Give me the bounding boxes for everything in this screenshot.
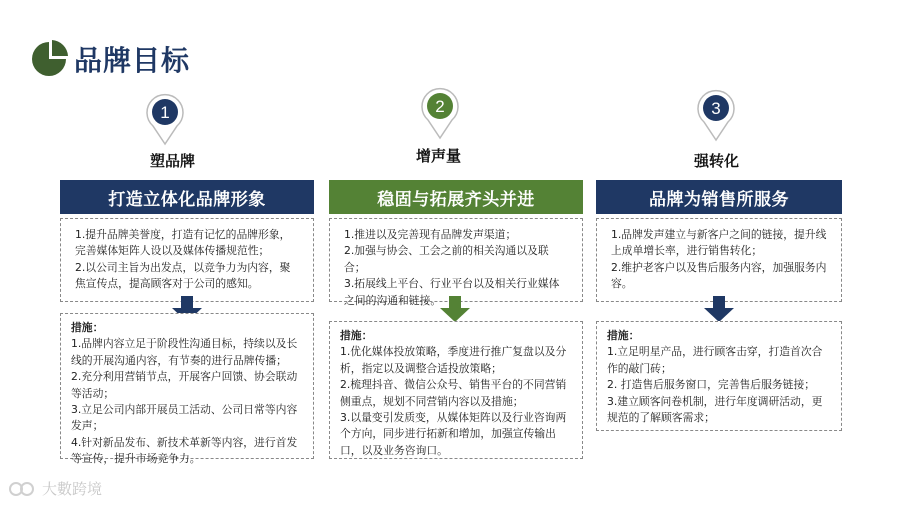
step-1-pin-icon	[145, 92, 185, 146]
column-3-goal-2: 2.维护老客户以及售后服务内容，加强服务内容。	[611, 260, 827, 291]
column-3-goal-1: 1.品牌发声建立与新客户之间的链接，提升线上成单增长率，进行销售转化；	[611, 228, 827, 258]
column-1-header: 打造立体化品牌形象	[60, 180, 314, 214]
step-2-pin-icon	[420, 86, 460, 140]
step-2-label: 增声量	[416, 147, 462, 165]
column-1-measures	[60, 313, 314, 466]
column-1-measure-4: 4.针对新品发布、新技术革新等内容，进行首发等宣传，提升市场竞争力。	[71, 435, 298, 466]
step-3-label: 强转化	[694, 152, 740, 170]
column-2-measures	[329, 321, 583, 459]
column-1-measures-title: 措施：	[71, 321, 104, 334]
column-1-goal-1: 1.提升品牌美誉度，打造有记忆的品牌形象，完善媒体矩阵人设以及媒体传播规范性；	[75, 228, 291, 258]
watermark-logo-icon	[8, 479, 38, 499]
pie-logo-icon	[28, 38, 70, 80]
watermark	[8, 478, 102, 499]
step-3-number: 3	[711, 99, 721, 118]
column-3-measure-2: 2. 打造售后服务窗口，完善售后服务链接；	[607, 378, 816, 392]
column-2-goal-3: 3.拓展线上平台、行业平台以及相关行业媒体之间的沟通和链接。	[344, 277, 560, 307]
step-2-number: 2	[435, 97, 445, 116]
column-2-down-arrow-icon	[440, 296, 470, 322]
column-3-measure-3: 3.建立顾客问卷机制，进行年度调研活动，更规范的了解顾客需求；	[607, 394, 823, 425]
column-2-goal-1: 1.推进以及完善现有品牌发声渠道；	[344, 228, 517, 241]
column-3-header: 品牌为销售所服务	[596, 180, 842, 214]
column-3-measures-title: 措施：	[607, 329, 640, 342]
column-1-goals	[60, 218, 314, 302]
watermark-text: 大數跨境	[42, 480, 103, 498]
page-title: 品牌目标	[74, 44, 191, 77]
column-2-measure-2: 2.梳理抖音、微信公众号、销售平台的不同营销侧重点，规划不同营销内容以及措施；	[340, 378, 567, 408]
column-1-measure-3: 3.立足公司内部开展员工活动、公司日常等内容发声；	[71, 403, 298, 433]
column-1-measure-1: 1.品牌内容立足于阶段性沟通目标，持续以及长线的开展沟通内容，有节奏的进行品牌传播；	[71, 337, 298, 367]
column-3-down-arrow-icon	[704, 296, 734, 322]
column-2-measure-1: 1.优化媒体投放策略，季度进行推广复盘以及分析，指定以及调整合适投放策略；	[340, 345, 567, 375]
column-2-measures-title: 措施：	[340, 329, 373, 342]
column-1-measure-2: 2.充分利用营销节点，开展客户回馈、协会联动等活动；	[71, 370, 298, 400]
column-2-header: 稳固与拓展齐头并进	[329, 180, 583, 214]
step-3-pin-icon	[696, 88, 736, 142]
column-3-goals	[596, 218, 842, 302]
column-2-goals	[329, 218, 583, 307]
step-1-number: 1	[160, 103, 170, 122]
page-title-block	[28, 38, 190, 80]
column-2-measure-3: 3.以量变引发质变，从媒体矩阵以及行业咨询两个方向，同步进行拓新和增加，加强宣传输出口，以及业务咨询口。	[340, 411, 567, 457]
column-2-goal-2: 2.加强与协会、工会之前的相关沟通以及联合；	[344, 244, 549, 274]
column-1-goal-2: 2.以公司主旨为出发点，以竞争力为内容，聚焦宣传点，提高顾客对于公司的感知。	[75, 260, 291, 291]
column-3-measures	[596, 321, 842, 431]
column-3-measure-1: 1.立足明星产品，进行顾客击穿，打造首次合作的敲门砖；	[607, 345, 823, 375]
step-1-label: 塑品牌	[150, 152, 196, 170]
